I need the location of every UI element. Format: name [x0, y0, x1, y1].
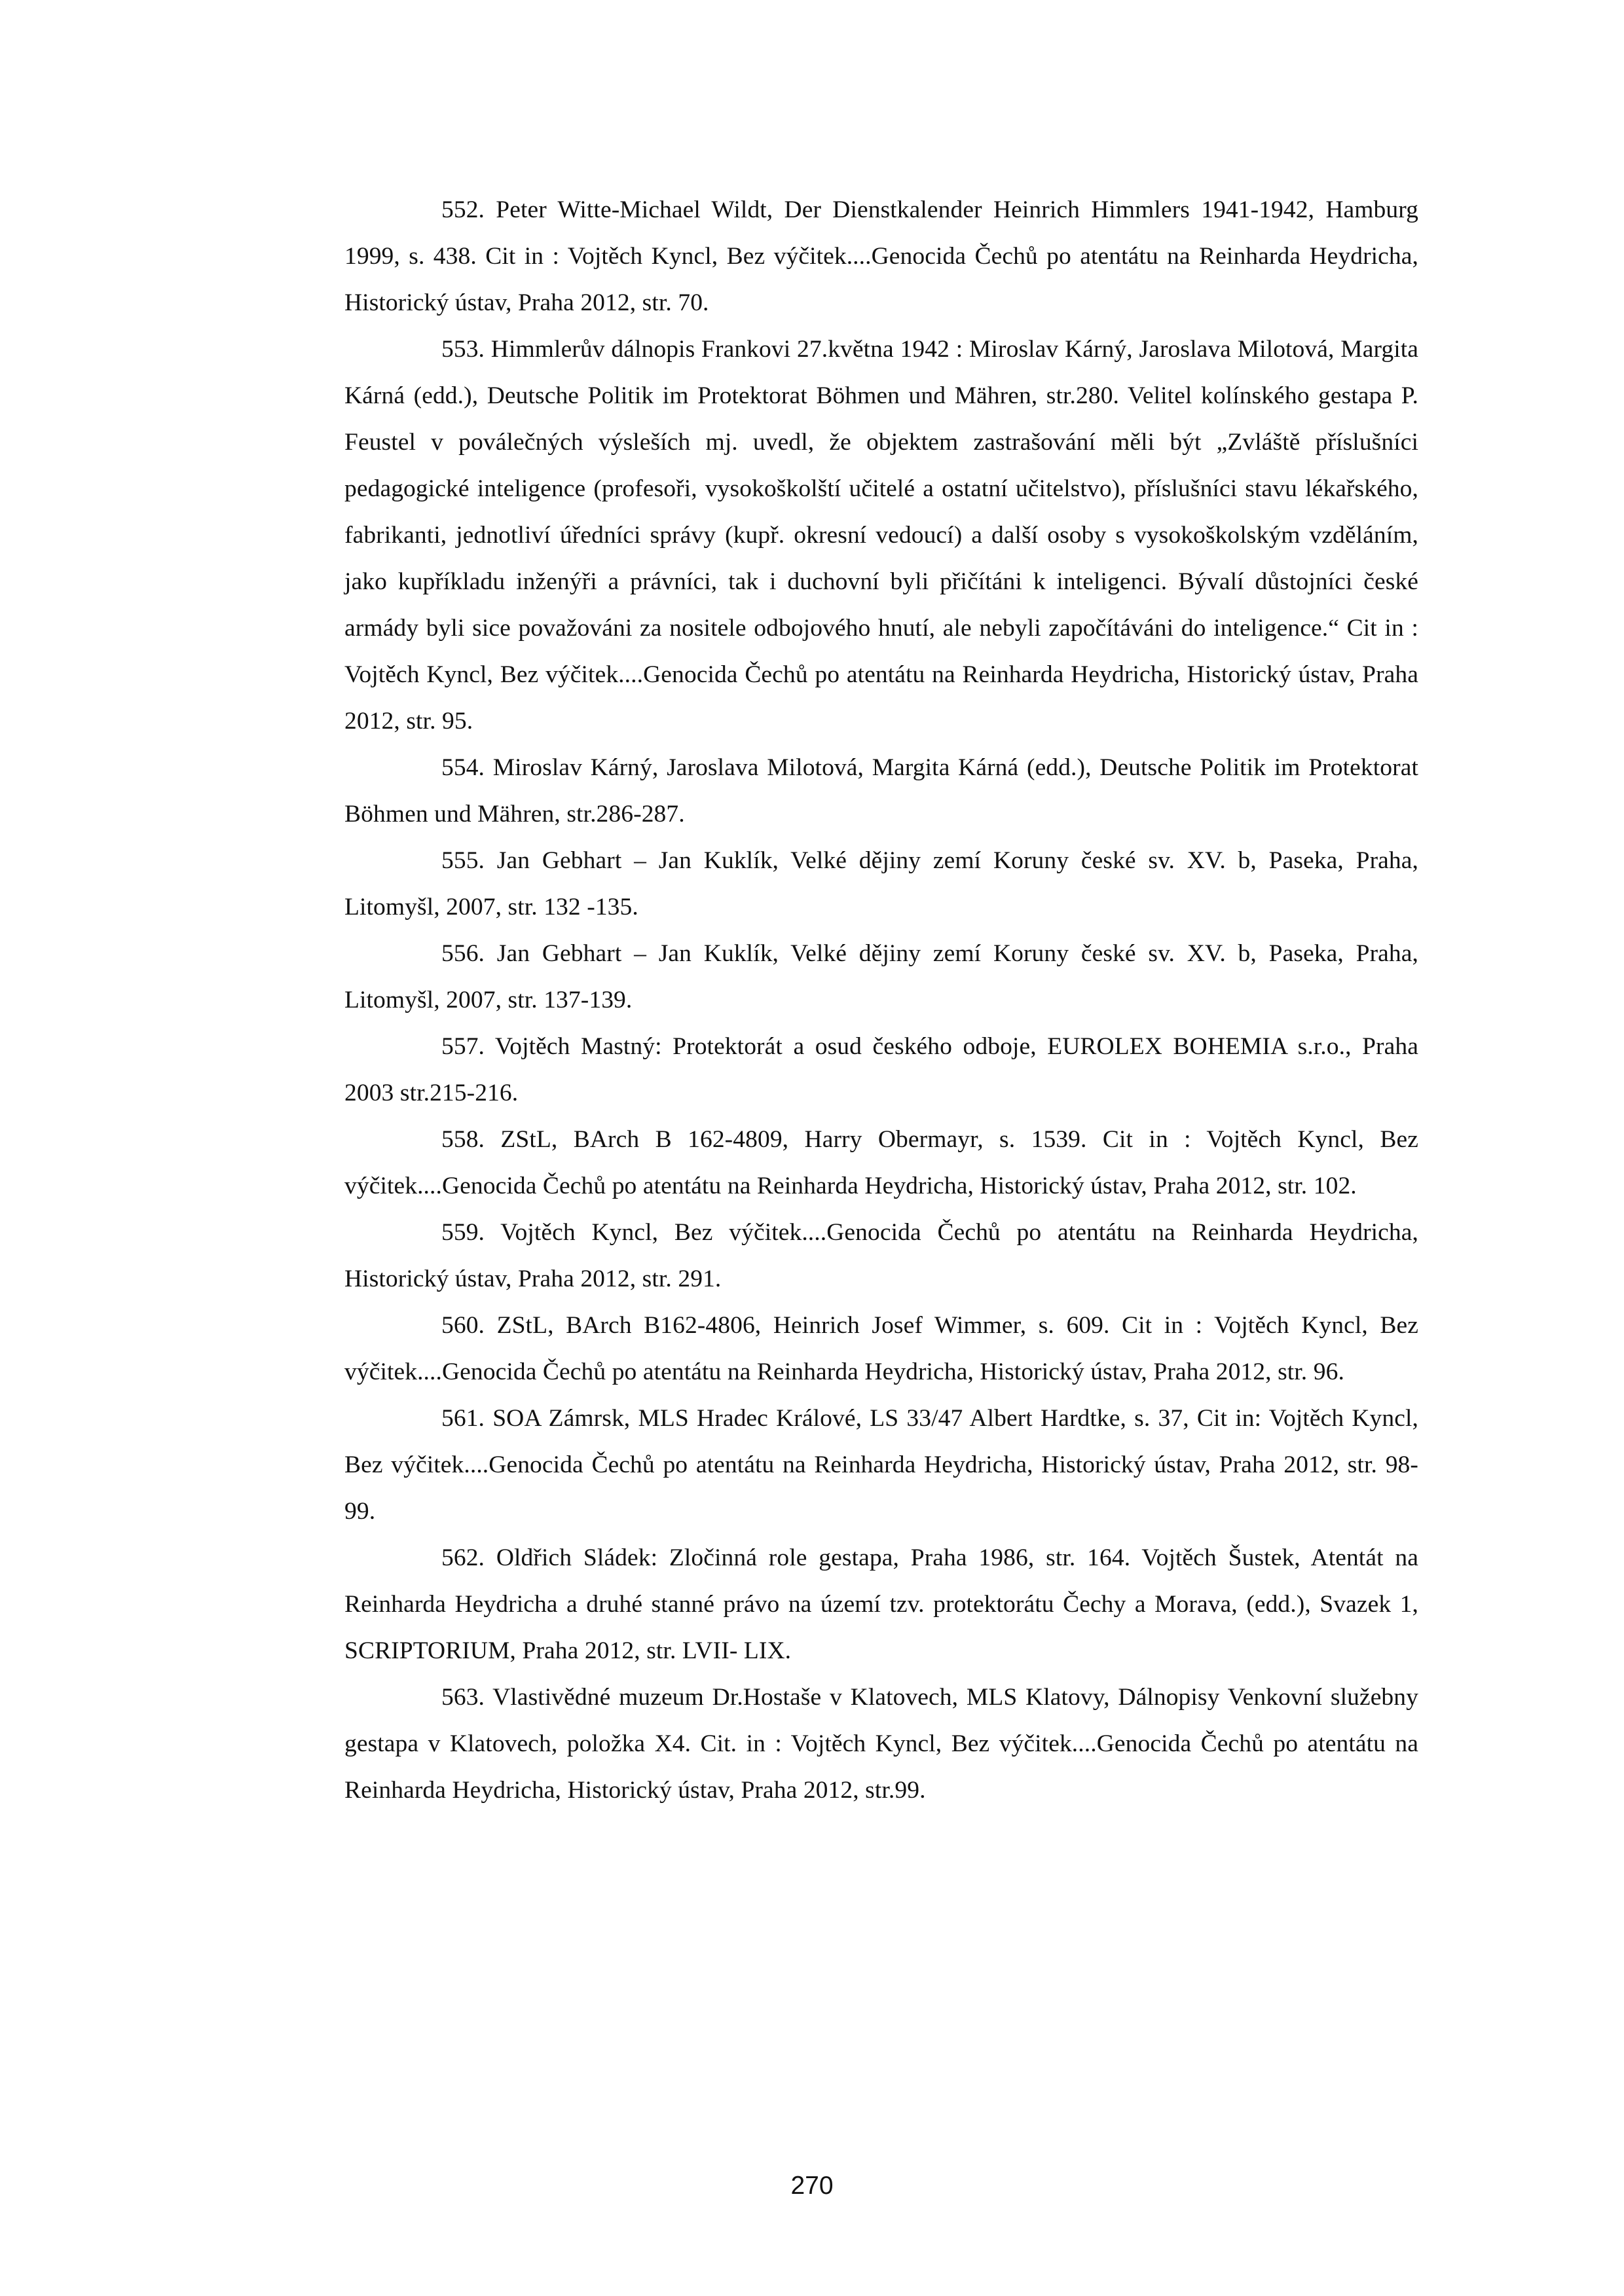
footnotes-list: [344, 187, 1418, 1813]
footnote-555: 555. Jan Gebhart – Jan Kuklík, Velké dějiny zemí Koruny české sv. XV. b, Paseka, Praha, Litomyšl, 2007, str. 132 -135.: [344, 847, 1418, 920]
footnote-559: 559. Vojtěch Kyncl, Bez výčitek....Genocida Čechů po atentátu na Reinharda Heydricha, Historický ústav, Praha 2012, str. 291.: [344, 1219, 1418, 1292]
footnote-561: 561. SOA Zámrsk, MLS Hradec Králové, LS 33/47 Albert Hardtke, s. 37, Cit in: Vojtěch Kyncl, Bez výčitek....Genocida Čechů po atentátu na Reinharda Heydricha, Historický ústav, Praha 2012, str. 98-99.: [344, 1405, 1418, 1525]
page-number: 270: [790, 2172, 834, 2200]
footnote-560: 560. ZStL, BArch B162-4806, Heinrich Josef Wimmer, s. 609. Cit in : Vojtěch Kyncl, Bez výčitek....Genocida Čechů po atentátu na Reinharda Heydricha, Historický ústav, Praha 2012, str. 96.: [344, 1312, 1418, 1385]
footnote-558: 558. ZStL, BArch B 162-4809, Harry Obermayr, s. 1539. Cit in : Vojtěch Kyncl, Bez výčitek....Genocida Čechů po atentátu na Reinharda Heydricha, Historický ústav, Praha 2012, str. 102.: [344, 1126, 1418, 1199]
footnote-554: 554. Miroslav Kárný, Jaroslava Milotová, Margita Kárná (edd.), Deutsche Politik im Protektorat Böhmen und Mähren, str.286-287.: [344, 754, 1418, 828]
footnote-556: 556. Jan Gebhart – Jan Kuklík, Velké dějiny zemí Koruny české sv. XV. b, Paseka, Praha, Litomyšl, 2007, str. 137-139.: [344, 940, 1418, 1013]
footnote-557: 557. Vojtěch Mastný: Protektorát a osud českého odboje, EUROLEX BOHEMIA s.r.o., Praha 2003 str.215-216.: [344, 1033, 1418, 1106]
footnote-552: 552. Peter Witte-Michael Wildt, Der Dienstkalender Heinrich Himmlers 1941-1942, Hamburg 1999, s. 438. Cit in : Vojtěch Kyncl, Bez výčitek....Genocida Čechů po atentátu na Reinharda Heydricha, Historický ústav, Praha 2012, str. 70.: [344, 196, 1418, 316]
footnote-553: 553. Himmlerův dálnopis Frankovi 27.května 1942 : Miroslav Kárný, Jaroslava Milotová, Margita Kárná (edd.), Deutsche Politik im Protektorat Böhmen und Mähren, str.280. Velitel kolínského gestapa P. Feustel v poválečných výsleších mj. uvedl, že objektem zastrašování měli být „Zvláště příslušníci pedagogické inteligence (profesoři, vysokoškolští učitelé a ostatní učitelstvo), příslušníci stavu lékařského, fabrikanti, jednotliví úředníci správy (kupř. okresní vedoucí) a další osoby s vysokoškolským vzděláním, jako kupříkladu inženýři a právníci, tak i duchovní byli přičítáni k inteligenci. Bývalí důstojníci české armády byli sice považováni za nositele odbojového hnutí, ale nebyli započítáváni do inteligence.“ Cit in : Vojtěch Kyncl, Bez výčitek....Genocida Čechů po atentátu na Reinharda Heydricha, Historický ústav, Praha 2012, str. 95.: [344, 336, 1418, 735]
footnote-562: 562. Oldřich Sládek: Zločinná role gestapa, Praha 1986, str. 164. Vojtěch Šustek, Atentát na Reinharda Heydricha a druhé stanné právo na území tzv. protektorátu Čechy a Morava, (edd.), Svazek 1, SCRIPTORIUM, Praha 2012, str. LVII- LIX.: [344, 1544, 1418, 1664]
footnote-563: 563. Vlastivědné muzeum Dr.Hostaše v Klatovech, MLS Klatovy, Dálnopisy Venkovní služebny gestapa v Klatovech, položka X4. Cit. in : Vojtěch Kyncl, Bez výčitek....Genocida Čechů po atentátu na Reinharda Heydricha, Historický ústav, Praha 2012, str.99.: [344, 1684, 1418, 1804]
